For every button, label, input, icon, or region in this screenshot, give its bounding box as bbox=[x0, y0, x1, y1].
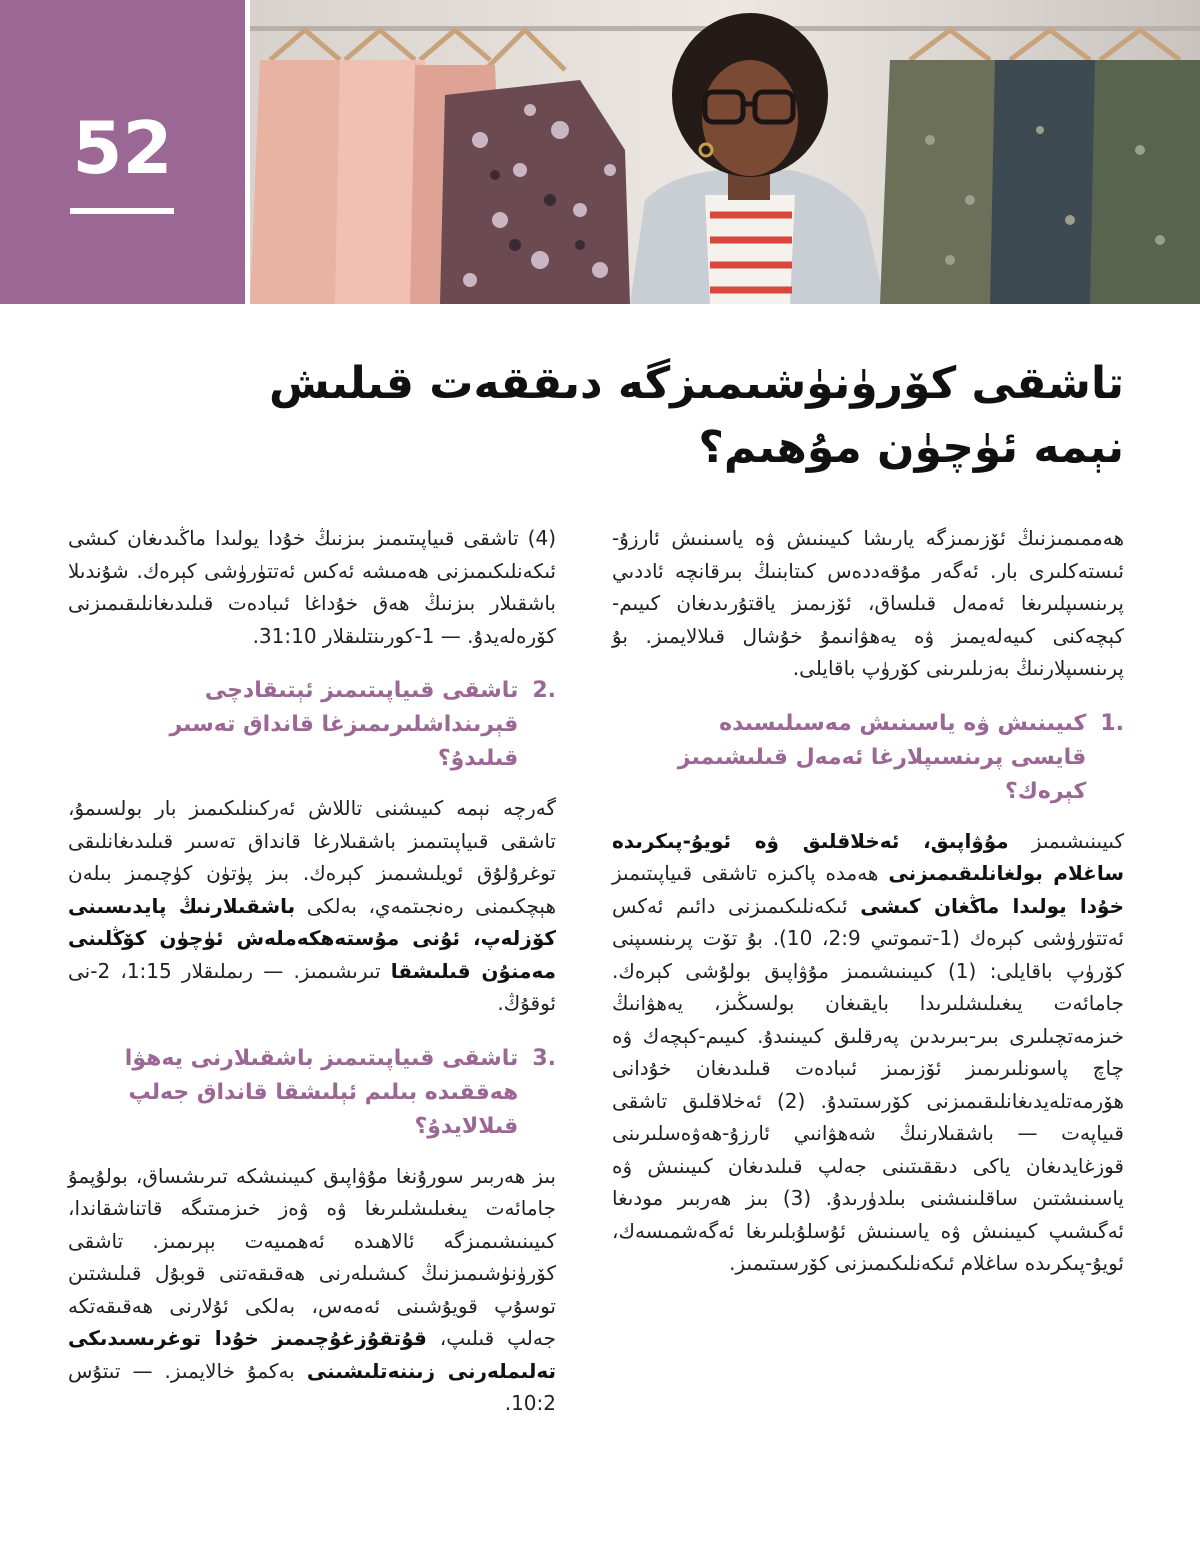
question-3-text: تاشقى قىياپىتىمىز باشقىلارنى يەھۋا ھەققىدە بىلىم ئېلىشقا قانداق جەلپ قىلالايدۇ؟ bbox=[124, 1045, 519, 1139]
page-title: تاشقى كۆرۈنۈشىمىزگە دىققەت قىلىش نېمە ئۈچۈن مۇھىم؟ bbox=[269, 358, 1124, 473]
number-underline bbox=[70, 208, 174, 214]
answer-3-part-a: بىز ھەربىر سورۇنغا مۇۋاپىق كىيىنىشكە تىرىشساق، بولۇپمۇ جامائەت يىغىلىشلىرىغا ۋە ۋەز خىزمىتىگە قاتناشقاندا، كىيىنىشىمىزگە ئالاھىدە ئەھمىيەت بېرىمىز. تاشقى كۆرۈنۈشىمىزنىڭ كىشىلەرنى ھەقىقەتنى قوبۇل قىلىشتىن توسۇپ قويۇشىنى ئەمەس، بەلكى ئۇلارنى ھەقىقەتكە جەلپ قىلىپ، bbox=[68, 1163, 556, 1350]
answer-1-paragraph bbox=[612, 825, 1124, 1280]
question-3-heading bbox=[68, 1042, 556, 1144]
answer-1-bold-b: خۇدا يولىدا ماڭغان كىشى bbox=[860, 893, 1125, 918]
answer-1-bold-a: مۇۋاپىق، ئەخلاقلىق ۋە ئويۇ-پىكرىدە ساغلام بولغانلىقىمىزنى bbox=[612, 828, 1124, 885]
answer-3-part-c: بەكمۇ خالايمىز. — تىتۇس 10:2. bbox=[68, 1358, 556, 1415]
header-band bbox=[0, 0, 1200, 304]
answer-1-part-c: ھەمدە پاكىزە تاشقى قىياپىتىمىز bbox=[612, 861, 889, 885]
question-1-number: 1. bbox=[1100, 710, 1124, 736]
question-3-number: 3. bbox=[532, 1045, 556, 1071]
page-number: 52 bbox=[72, 106, 173, 190]
answer-2-bold: باشقىلارنىڭ پايدىسىنى كۆزلەپ، ئۇنى مۇستەھكەملەش ئۈچۈن كۆڭلىنى مەمنۇن قىلىشقا bbox=[68, 893, 557, 983]
answer-1-part-d: ئىكەنلىكىمىزنى دائىم ئەكس ئەتتۈرۈشى كېرەك (1-تىموتىي 2:9، 10). بۇ تۆت پرىنسىپنى كۆرۈپ باقايلى: (1) كىيىنىشىمىز مۇۋاپىق بولۇشى كېرەك. جامائەت يىغىلىشلىرىدا بايقىغان بولسىڭىز، يەھۋانىڭ خىزمەتچىلىرى بىر-بىرىدىن پەرقلىق كىيىنىدۇ. كىيىم-كېچەك ۋە چاچ پاسونلىرىمىز ئۆزىمىز ئىبادەت قىلىدىغان خۇدانى ھۆرمەتلەيدىغانلىقىمىزنى كۆرسىتىدۇ. (2) ئەخلاقلىق تاشقى قىياپەت — باشقىلارنىڭ شەھۋانىي ئارزۇ-ھەۋەسلىرىنى قوزغايدىغان ياكى دىققىتىنى جەلپ قىلىدىغان كىيىنىش ۋە ياسىنىشتىن ساقلىنىشنى بىلدۈرىدۇ. (3) بىز ھەربىر مودىغا ئەگىشىپ كىيىنىش ۋە ياسىنىش ئۇسلۇبلىرىغا ئەگەشمىسەك، ئويۇ-پىكرىدە ساغلام ئىكەنلىكىمىزنى كۆرسىتىمىز. bbox=[612, 893, 1125, 1275]
question-2-text: تاشقى قىياپىتىمىز ئېتىقادچى قېرىنداشلىرىمىزغا قانداق تەسىر قىلىدۇ؟ bbox=[169, 678, 519, 771]
right-column bbox=[612, 522, 1124, 1302]
answer-3-paragraph bbox=[68, 1160, 556, 1420]
continuation-paragraph: (4) تاشقى قىياپىتىمىز بىزنىڭ خۇدا يولىدا ماڭىدىغان كىشى ئىكەنلىكىمىزنى ھەمىشە ئەكس ئەتتۈرۈشى كېرەك. شۇندىلا باشقىلار بىزنىڭ ھەق خۇداغا ئىبادەت قىلىدىغانلىقىمىزنى كۆرەلەيدۇ. — 1-كورىنتلىقلار 31:10. bbox=[68, 526, 556, 648]
question-1-heading bbox=[612, 707, 1124, 809]
answer-1-part-a: كىيىنىشىمىز bbox=[1008, 828, 1124, 853]
intro-paragraph: ھەممىمىزنىڭ ئۆزىمىزگە يارىشا كىيىنىش ۋە ياسىنىش ئارزۇ-ئىستەكلىرى بار. ئەگەر مۇقەددەس كىتابنىڭ بىرقانچە ئاددىي پرىنسىپلىرىغا ئەمەل قىلساق، ئۆزىمىز ياقتۇرىدىغان كىيىم-كېچەكنى كىيەلەيمىز ۋە يەھۋانىمۇ خۇشال قىلالايمىز. بۇ پرىنسىپلارنىڭ بەزىلىرىنى كۆرۈپ باقايلى. bbox=[612, 526, 1124, 680]
lesson-number-block bbox=[0, 0, 245, 304]
question-1-text: كىيىنىش ۋە ياسىنىش مەسىلىسىدە قايسى پرىنسىپلارغا ئەمەل قىلىشىمىز كېرەك؟ bbox=[677, 710, 1087, 804]
left-column bbox=[68, 522, 556, 1442]
question-2-heading bbox=[68, 674, 556, 776]
answer-3-bold: قۇتقۇزغۇچىمىز خۇدا توغرىسىدىكى تەلىملەرنى زىننەتلىشىنى bbox=[68, 1326, 556, 1383]
answer-2-part-a: گەرچە نېمە كىيىشنى تاللاش ئەركىنلىكىمىز بار بولسىمۇ، تاشقى قىياپىتىمىز باشقىلارغا قانداق تەسىر قىلىدىغانلىقى توغرۇلۇق ئويلىشىمىز كېرەك. بىز پۈتۈن كۈچىمىز بىلەن ھېچكىمنى رەنجىتمەي، بەلكى bbox=[68, 796, 556, 918]
answer-2-part-c: تىرىشىمىز. — رىملىقلار 1:15، 2-نى ئوقۇڭ. bbox=[68, 958, 556, 1015]
header-photo bbox=[250, 0, 1200, 304]
clothing-store-photo-icon bbox=[250, 0, 1200, 304]
answer-2-paragraph bbox=[68, 792, 556, 1020]
question-2-number: 2. bbox=[532, 678, 556, 703]
